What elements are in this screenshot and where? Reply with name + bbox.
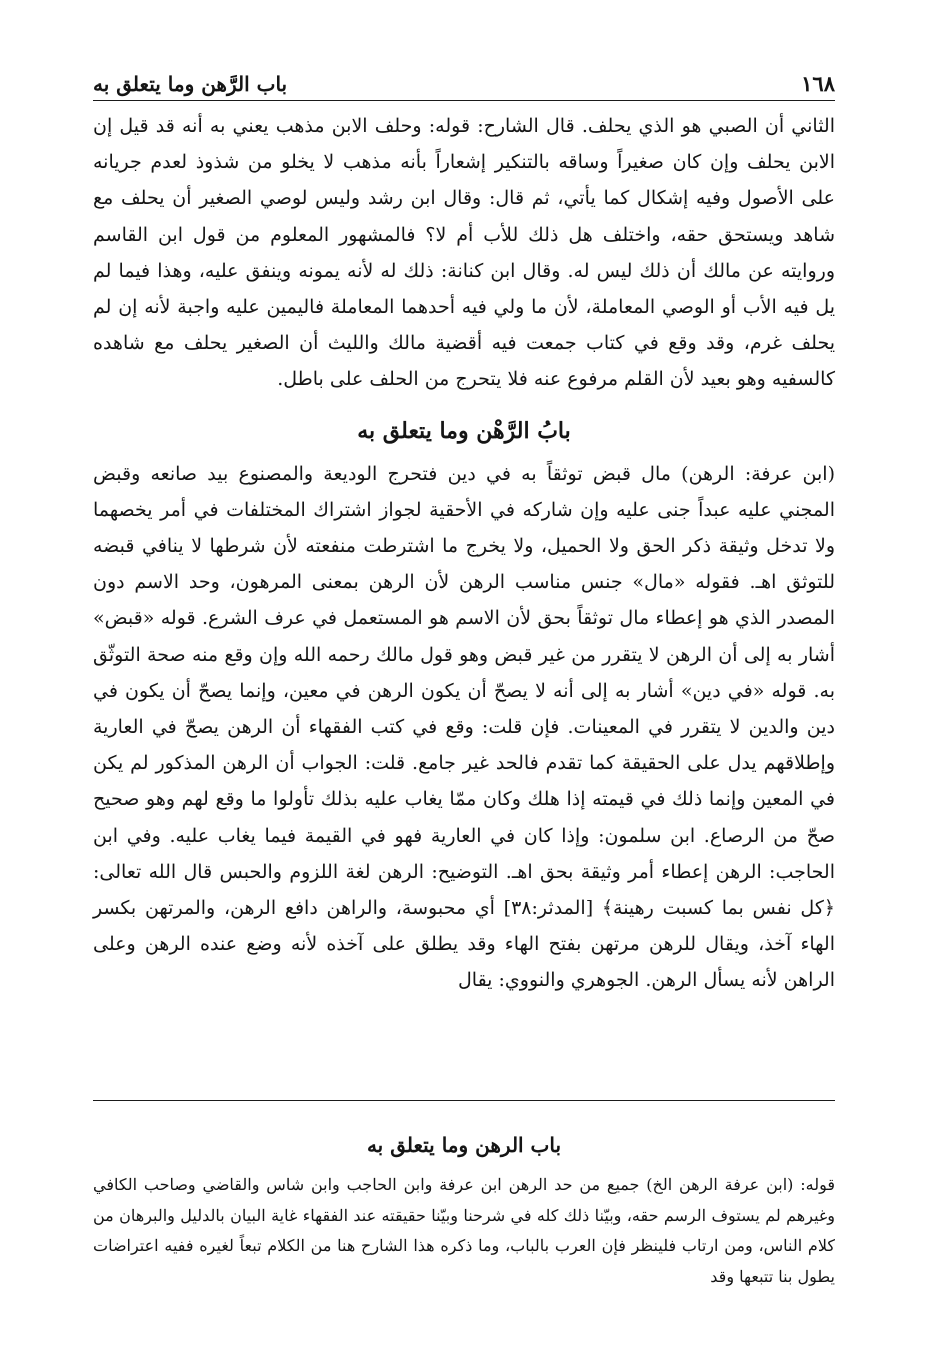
footnote-paragraph: قوله: (ابن عرفة الرهن الخ) جميع من حد الرهن ابن عرفة وابن الحاجب وابن شاس والقاضي وصاحب الكافي وغيرهم لم يستوف الرسم حقه، وبيّنا ذلك كله في شرحنا وبيّنا حقيقته عند الفقهاء غاية البيان بالدليل والبرهان من كلام الناس، ومن ارتاب فلينظر فإن العرب بالباب، وما ذكره هذا الشارح هنا من الكلام تبعاً لغيره ففيه اعتراضات يطول بنا تتبعها وقد	[93, 1175, 835, 1286]
main-text	[93, 108, 835, 999]
page-number: ١٦٨	[801, 71, 835, 96]
footnote-rule	[93, 1100, 835, 1101]
running-header	[93, 58, 835, 96]
footnote-title: باب الرهن وما يتعلق به	[366, 1133, 562, 1157]
section-title: بابُ الرَّهْن وما يتعلق به	[357, 417, 571, 444]
header-rule	[93, 100, 835, 101]
footnotes	[93, 1128, 835, 1292]
section-paragraph: (ابن عرفة: الرهن) مال قبض توثقاً به في دين فتحرج الوديعة والمصنوع بيد صانعه وقبض المجني عليه عبداً جنى عليه وإن شاركه في الأحقية لجواز اشتراك المختلفات في أمر يخصهما ولا تدخل وثيقة ذكر الحق ولا الحميل، ولا يخرج ما اشترطت منفعته لأن شرطها لا ينافي قبضه للتوثق اهـ. فقوله «مال» جنس مناسب الرهن لأن الرهن بمعنى المرهون، وحد الاسم دون المصدر الذي هو إعطاء مال توثقاً بحق لأن الاسم هو المستعمل في عرف الشرع. قوله «قبض» أشار به إلى أن الرهن لا يتقرر من غير قبض وهو قول مالك رحمه الله وإن وقع منه صحة التوثّق به. قوله «في دين» أشار به إلى أنه لا يصحّ أن يكون الرهن في معين، وإنما يصحّ أن يكون في دين والدين لا يتقرر في المعينات. فإن قلت: وقع في كتب الفقهاء أن الرهن يصحّ في العارية وإطلاقهم يدل على الحقيقة كما تقدم فالحد غير جامع. قلت: الجواب أن الرهن المذكور لم يكن في المعين وإنما ذلك في قيمته إذا هلك وكان ممّا يغاب عليه بذلك تأولوا ما وقع لهم وهو صحيح صحّ من الرصاع. ابن سلمون: وإذا كان في العارية فهو في القيمة فيما يغاب عليه. وفي ابن الحاجب: الرهن إعطاء أمر وثيقة بحق اهـ. التوضيح: الرهن لغة اللزوم والحبس قال الله تعالى: ﴿كل نفس بما كسبت رهينة﴾ [المدثر:٣٨] أي محبوسة، والراهن دافع الرهن، والمرتهن بكسر الهاء آخذ، ويقال للرهن مرتهن بفتح الهاء وقد يطلق على آخذه لأنه وضع عنده الرهن وعلى الراهن لأنه يسأل الرهن. الجوهري والنووي: يقال	[93, 462, 836, 992]
intro-paragraph: الثاني أن الصبي هو الذي يحلف. قال الشارح: قوله: وحلف الابن مذهب يعني به أنه قد قيل إن الابن يحلف وإن كان صغيراً وساقه بالتنكير إشعاراً بأنه مذهب لا يخلو من شذوذ لعدم جريانه على الأصول وفيه إشكال كما يأتي، ثم قال: وقال ابن رشد وليس لوصي الصغير أن يحلف مع شاهد ويستحق حقه، واختلف هل ذلك للأب أم لا؟ فالمشهور المعلوم من قول ابن القاسم وروايته عن مالك أن ذلك ليس له. وقال ابن كنانة: ذلك له لأنه يمونه وينفق عليه، وهذا فيما لم يل فيه الأب أو الوصي المعاملة، لأن ما ولي فيه أحدهما المعاملة فاليمين عليه واجبة لأنه إن لم يحلف غرم، وقد وقع في كتاب جمعت فيه أقضية مالك والليث أن الصغير يحلف مع شاهده كالسفيه وهو بعيد لأن القلم مرفوع عنه فلا يتحرج من الحلف على باطل.	[93, 115, 835, 391]
running-title: باب الرَّهن وما يتعلق به	[93, 72, 288, 96]
